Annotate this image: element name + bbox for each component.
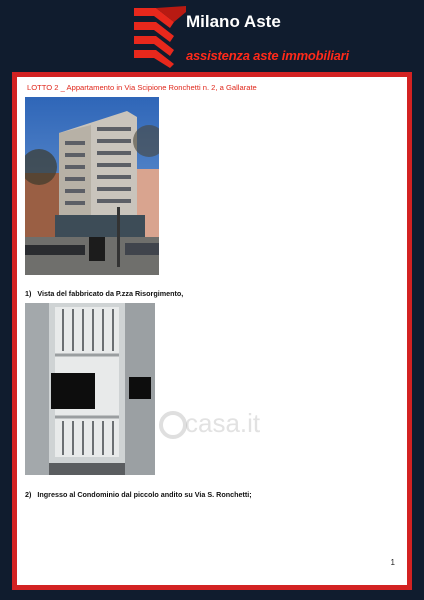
page-number: 1 [390,558,395,567]
building-photo [25,97,159,275]
photo-2-caption: 2) Ingresso al Condominio dal piccolo andito su Via S. Ronchetti; [25,490,252,499]
brand-tagline: assistenza aste immobiliari [186,48,349,63]
entrance-photo [25,303,155,475]
document-page [17,77,407,585]
watermark-text: casa.it [185,408,261,438]
document-frame [12,72,412,590]
photo-1-caption: 1) Vista del fabbricato da P.zza Risorgimento, [25,289,184,298]
brand-name: Milano Aste [186,12,281,31]
lot-title: LOTTO 2 _ Appartamento in Via Scipione Ronchetti n. 2, a Gallarate [27,83,257,92]
milano-aste-logo-icon [130,6,186,68]
header [0,0,424,72]
